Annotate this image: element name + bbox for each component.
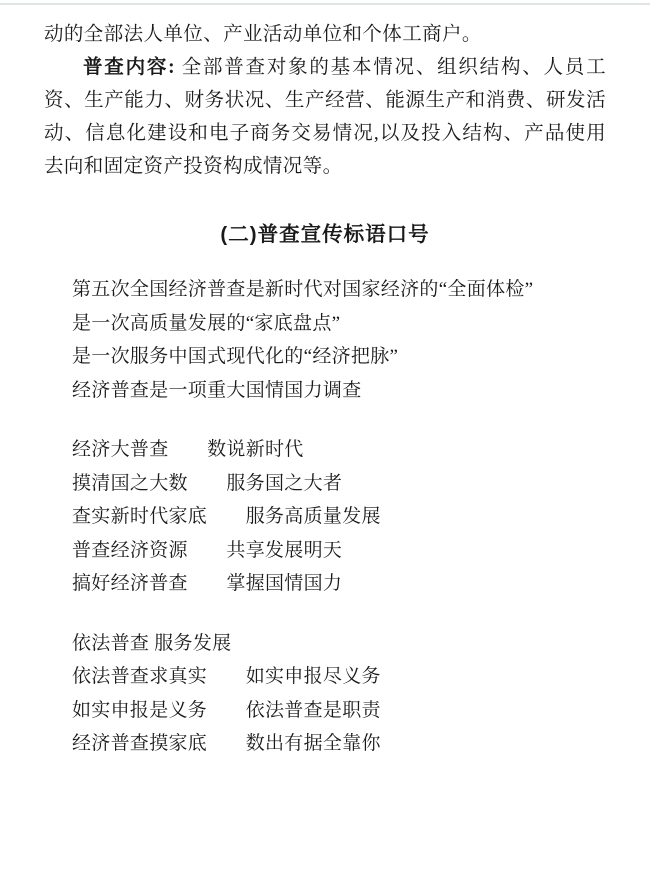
slogan-group-spacer <box>72 601 606 627</box>
slogan-line: 是一次服务中国式现代化的“经济把脉” <box>72 346 399 367</box>
slogan-line: 如实申报是义务 依法普查是职责 <box>72 699 381 721</box>
slogan-line: 经济普查是一项重大国情国力调查 <box>72 379 362 401</box>
slogan-line: 是一次高质量发展的“家底盘点” <box>72 312 341 334</box>
paragraph-census-content <box>44 51 606 183</box>
paragraph-text: 动的全部法人单位、产业活动单位和个体工商户。 <box>44 24 482 45</box>
slogan-line: 查实新时代家底 服务高质量发展 <box>72 506 381 527</box>
section-title: (二)普查宣传标语口号 <box>220 223 430 246</box>
slogan-group-1 <box>72 273 606 407</box>
slogan-line: 经济普查摸家底 数出有据全靠你 <box>72 733 381 754</box>
slogan-line: 依法普查求真实 如实申报尽义务 <box>72 666 381 687</box>
paragraph-lead-label: 普查内容: <box>83 57 176 78</box>
slogan-group-3 <box>72 627 606 761</box>
slogan-line: 依法普查 服务发展 <box>72 632 232 654</box>
slogan-line: 普查经济资源 共享发展明天 <box>72 539 343 561</box>
slogan-line: 摸清国之大数 服务国之大者 <box>72 472 343 494</box>
slogan-group-2 <box>72 433 606 601</box>
paragraph-continued <box>44 18 606 51</box>
paragraph-text: 全部普查对象的基本情况、组织结构、人员工资、生产能力、财务状况、生产经营、能源生产和消费、研发活动、信息化建设和电子商务交易情况,以及投入结构、产品使用去向和固定资产投资构成情况等。 <box>44 57 606 177</box>
slogan-group-spacer <box>72 407 606 433</box>
slogan-line: 搞好经济普查 掌握国情国力 <box>72 573 343 594</box>
slogan-line: 经济大普查 数说新时代 <box>72 439 304 460</box>
slogan-line: 第五次全国经济普查是新时代对国家经济的“全面体检” <box>72 279 534 300</box>
page-top-rule <box>0 3 650 5</box>
slogan-groups <box>44 273 606 761</box>
